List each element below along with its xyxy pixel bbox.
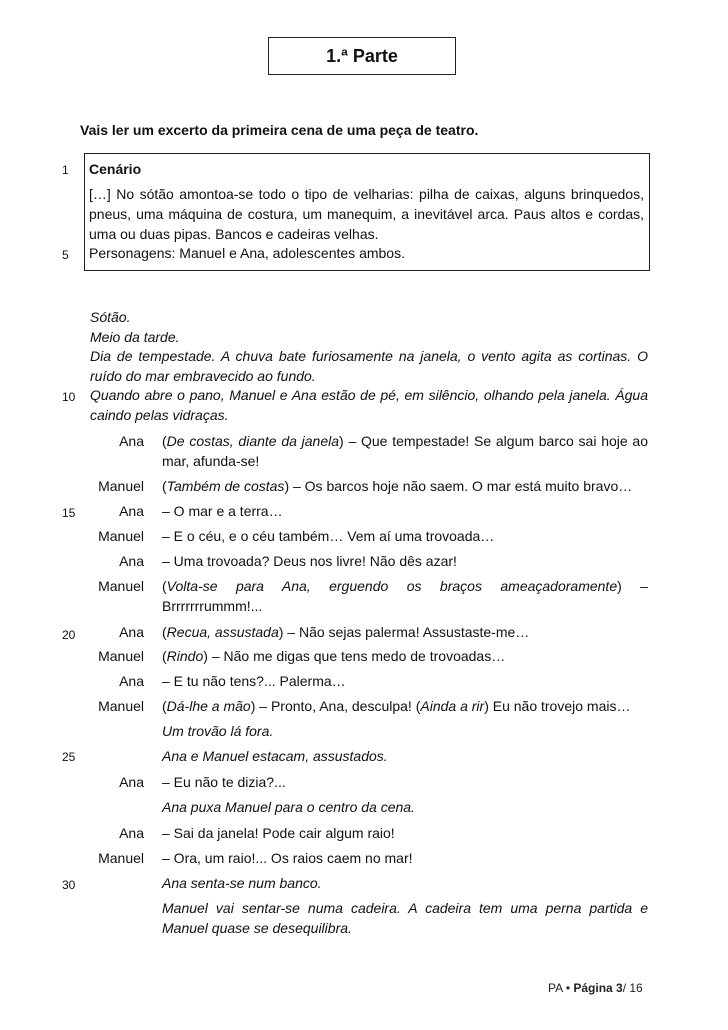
- characters-line: Personagens: Manuel e Ana, adolescentes ambos.: [89, 245, 405, 261]
- stage-direction-text: Dia de tempestade. A chuva bate furiosamente na janela, o vento agita as cortinas. O ruído do mar embravecido ao fundo.: [90, 348, 648, 384]
- speech: [162, 477, 648, 497]
- speaker: Manuel: [98, 850, 144, 866]
- text-segment: – E tu não tens?... Palerma…: [162, 673, 346, 689]
- page-footer: [548, 981, 643, 995]
- speech: [162, 527, 648, 547]
- speaker: Ana: [119, 624, 144, 640]
- stage-direction-text: Quando abre o pano, Manuel e Ana estão de pé, em silêncio, olhando pela janela. Água caindo pelas vidraças.: [90, 387, 648, 423]
- speech: [162, 552, 648, 572]
- line-number: 25: [62, 750, 76, 764]
- line-number: 1: [62, 163, 69, 177]
- speech: [162, 697, 648, 717]
- speech: [162, 773, 648, 793]
- text-segment: ) Eu não trovejo mais…: [484, 698, 631, 714]
- line-number: 5: [62, 248, 69, 262]
- stage-direction: [162, 899, 648, 938]
- stage-direction: [162, 722, 648, 742]
- speaker: Ana: [119, 774, 144, 790]
- speech: [162, 623, 648, 643]
- page-label: Página 3: [573, 981, 623, 995]
- text-segment: (: [162, 624, 167, 640]
- scenario-title: Cenário: [89, 161, 142, 177]
- speech: [162, 502, 648, 522]
- speaker: Manuel: [98, 478, 144, 494]
- italic-segment: Ainda a rir: [420, 698, 485, 714]
- text-segment: ) – Que tempestade! Se algum barco sai hoje ao mar, afunda-se!: [162, 433, 648, 469]
- speaker: Manuel: [98, 528, 144, 544]
- stage-direction: [90, 386, 648, 425]
- page-total: / 16: [622, 981, 643, 995]
- speaker: Ana: [119, 503, 144, 519]
- italic-segment: Ana puxa Manuel para o centro da cena.: [162, 799, 415, 815]
- text-segment: – Sai da janela! Pode cair algum raio!: [162, 825, 395, 841]
- text-segment: – Eu não te dizia?...: [162, 774, 286, 790]
- italic-segment: Dá-lhe a mão: [166, 698, 251, 714]
- speaker: Ana: [119, 825, 144, 841]
- stage-direction: [162, 874, 648, 894]
- line-number: 30: [62, 878, 76, 892]
- italic-segment: Rindo: [166, 648, 204, 664]
- speaker: Ana: [119, 673, 144, 689]
- text-segment: – E o céu, e o céu também… Vem aí uma trovoada…: [162, 528, 495, 544]
- speaker: Manuel: [98, 578, 144, 594]
- text-segment: ) – Não me digas que tens medo de trovoadas…: [203, 648, 506, 664]
- line-number: 20: [62, 628, 76, 642]
- text-segment: ) – Os barcos hoje não saem. O mar está muito bravo…: [284, 478, 633, 494]
- line-number: 10: [62, 390, 76, 404]
- stage-direction: [162, 798, 648, 818]
- text-segment: (: [162, 698, 167, 714]
- footer-bullet: •: [565, 981, 571, 995]
- italic-segment: Ana e Manuel estacam, assustados.: [162, 748, 388, 764]
- text-segment: (: [162, 648, 167, 664]
- line-number: 15: [62, 506, 76, 520]
- speaker: Ana: [119, 553, 144, 569]
- italic-segment: Também de costas: [166, 478, 285, 494]
- text-segment: ) – Brrrrrrrummm!...: [162, 578, 649, 614]
- speech: [162, 824, 648, 844]
- scenario-text: […] No sótão amontoa-se todo o tipo de velharias: pilha de caixas, alguns brinquedos, pneus, uma máquina de costura, um manequim, a inevitável arca. Paus altos e cordas, uma ou duas pipas. Bancos e cadeiras velhas.: [89, 186, 644, 242]
- italic-segment: Volta-se para Ana, erguendo os braços ameaçadoramente: [166, 578, 618, 594]
- footer-prefix: PA: [548, 981, 563, 995]
- stage-direction: [162, 747, 648, 767]
- text-segment: (: [162, 433, 167, 449]
- speaker: Manuel: [98, 648, 144, 664]
- stage-direction: Sótão.: [90, 309, 131, 325]
- italic-segment: Manuel vai sentar-se numa cadeira. A cadeira tem uma perna partida e Manuel quase se desequilibra.: [162, 900, 648, 936]
- text-segment: ) – Pronto, Ana, desculpa! (: [250, 698, 421, 714]
- stage-direction: [90, 347, 648, 386]
- text-segment: – O mar e a terra…: [162, 503, 283, 519]
- instruction-text: Vais ler um excerto da primeira cena de uma peça de teatro.: [80, 122, 479, 138]
- speaker: Ana: [119, 433, 144, 449]
- speech: [162, 432, 648, 471]
- italic-segment: Recua, assustada: [166, 624, 279, 640]
- part-title: 1.ª Parte: [268, 37, 456, 75]
- text-segment: ) – Não sejas palerma! Assustaste-me…: [278, 624, 530, 640]
- stage-direction: Meio da tarde.: [90, 329, 180, 345]
- text-segment: – Ora, um raio!... Os raios caem no mar!: [162, 850, 413, 866]
- speaker: Manuel: [98, 698, 144, 714]
- speech: [162, 577, 648, 616]
- italic-segment: Ana senta-se num banco.: [162, 875, 322, 891]
- speech: [162, 647, 648, 667]
- text-segment: (: [162, 478, 167, 494]
- text-segment: (: [162, 578, 167, 594]
- italic-segment: Um trovão lá fora.: [162, 723, 274, 739]
- text-segment: – Uma trovoada? Deus nos livre! Não dês azar!: [162, 553, 457, 569]
- speech: [162, 849, 648, 869]
- italic-segment: De costas, diante da janela: [166, 433, 340, 449]
- speech: [162, 672, 648, 692]
